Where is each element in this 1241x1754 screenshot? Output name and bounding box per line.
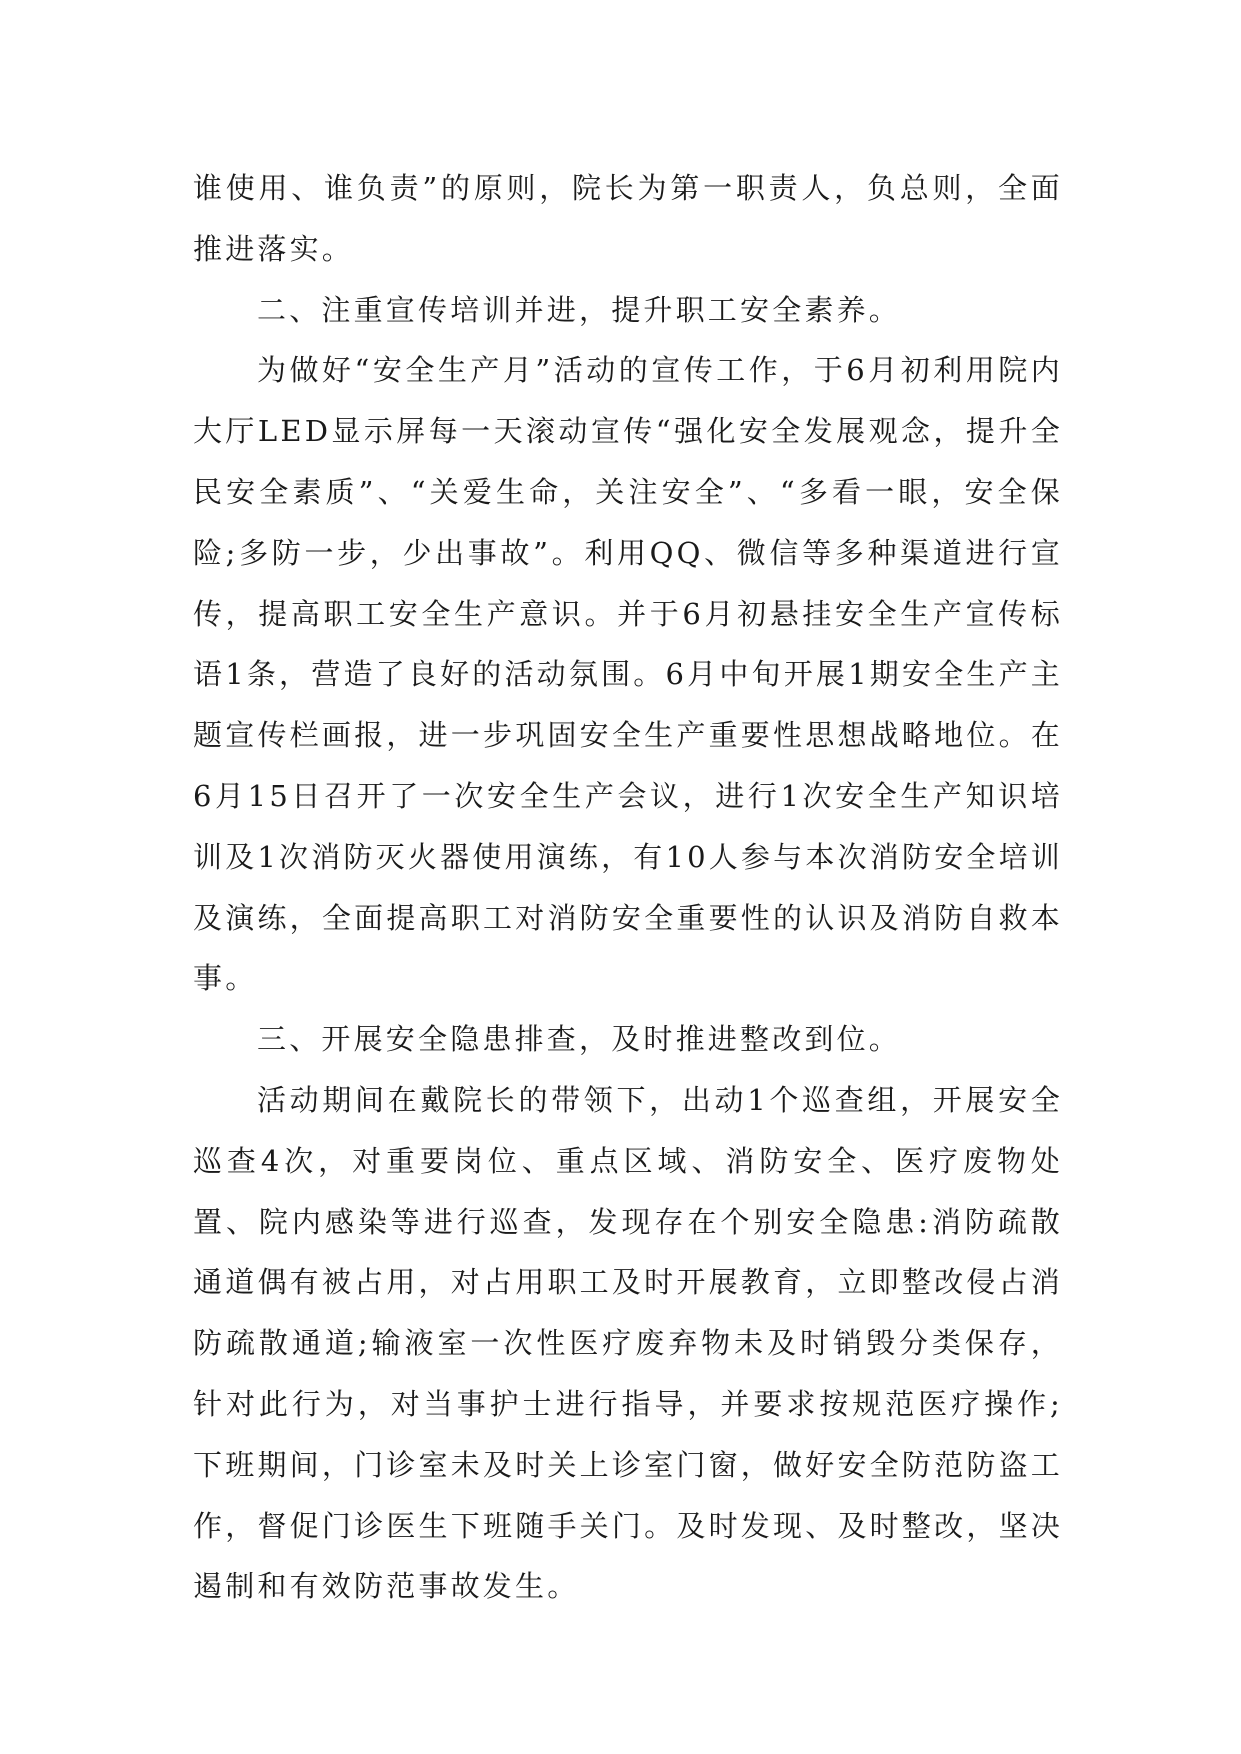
document-body <box>193 158 1063 1617</box>
paragraph-principle-continuation: 谁使用、谁负责”的原则，院长为第一职责人，负总则，全面推进落实。 <box>193 171 1063 266</box>
section-heading-hazard-inspection: 三、开展安全隐患排查，及时推进整改到位。 <box>257 1022 902 1057</box>
section-heading-publicity-training: 二、注重宣传培训并进，提升职工安全素养。 <box>257 292 902 327</box>
paragraph-hazard-inspection: 活动期间在戴院长的带领下，出动1个巡查组，开展安全巡查4次，对重要岗位、重点区域、消防安全、医疗废物处置、院内感染等进行巡查，发现存在个别安全隐患:消防疏散通道偶有被占用，对占用职工及时开展教育，立即整改侵占消防疏散通道;输液室一次性医疗废弃物未及时销毁分类保存，针对此行为，对当事护士进行指导，并要求按规范医疗操作;下班期间，门诊室未及时关上诊室门窗，做好安全防范防盗工作，督促门诊医生下班随手关门。及时发现、及时整改，坚决遏制和有效防范事故发生。 <box>193 1082 1063 1604</box>
paragraph-publicity-training: 为做好“安全生产月”活动的宣传工作，于6月初利用院内大厅LED显示屏每一天滚动宣传“强化安全发展观念，提升全民安全素质”、“关爱生命，关注安全”、“多看一眼，安全保险;多防一步，少出事故”。利用QQ、微信等多种渠道进行宣传，提高职工安全生产意识。并于6月初悬挂安全生产宣传标语1条，营造了良好的活动氛围。6月中旬开展1期安全生产主题宣传栏画报，进一步巩固安全生产重要性思想战略地位。在6月15日召开了一次安全生产会议，进行1次安全生产知识培训及1次消防灭火器使用演练，有10人参与本次消防安全培训及演练，全面提高职工对消防安全重要性的认识及消防自救本事。 <box>193 353 1063 996</box>
